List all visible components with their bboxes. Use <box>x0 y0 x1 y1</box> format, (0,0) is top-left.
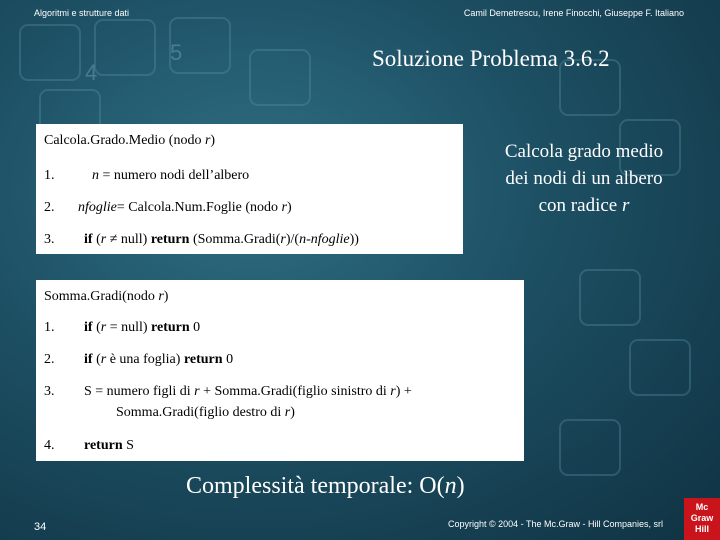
page-number: 34 <box>34 521 47 533</box>
line-number: 2. <box>44 200 55 215</box>
header-course-title: Algoritmi e strutture dati <box>34 8 130 18</box>
line-number: 3. <box>44 232 55 247</box>
copyright-notice: Copyright © 2004 - The Mc.Graw - Hill Companies, srl <box>448 519 664 529</box>
svg-text:5: 5 <box>170 40 183 65</box>
slide-title: Soluzione Problema 3.6.2 <box>372 46 610 71</box>
pseudocode-box-calcola-grado-medio: Calcola.Grado.Medio (nodo r) 1. n = numero nodi dell’albero 2. nfoglie= Calcola.Num.Foglie (nodo r) 3. if (r ≠ null) return (Somma.Gradi(r)/(n-nfoglie)) <box>36 124 463 254</box>
mcgraw-hill-logo: Mc Graw Hill <box>684 498 720 540</box>
time-complexity-statement: Complessità temporale: O(n) <box>186 473 465 499</box>
line-number: 1. <box>44 320 55 335</box>
algorithm-description: Calcola grado medio dei nodi di un albero con radice r <box>504 141 664 216</box>
line-number: 2. <box>44 352 55 367</box>
function-signature: Somma.Gradi(nodo r) <box>44 289 169 304</box>
function-signature: Calcola.Grado.Medio (nodo r) <box>44 133 216 148</box>
line-number: 4. <box>44 438 55 453</box>
line-number: 3. <box>44 384 55 399</box>
header-authors: Camil Demetrescu, Irene Finocchi, Giuseppe F. Italiano <box>463 8 684 18</box>
pseudocode-box-somma-gradi: Somma.Gradi(nodo r) 1. if (r = null) return 0 2. if (r è una foglia) return 0 3. S = numero figli di r + Somma.Gradi(figlio sinistro di r) + Somma.Gradi(figlio destro di r) 4. return S <box>36 280 524 461</box>
svg-text:4: 4 <box>85 60 98 85</box>
line-number: 1. <box>44 168 55 183</box>
